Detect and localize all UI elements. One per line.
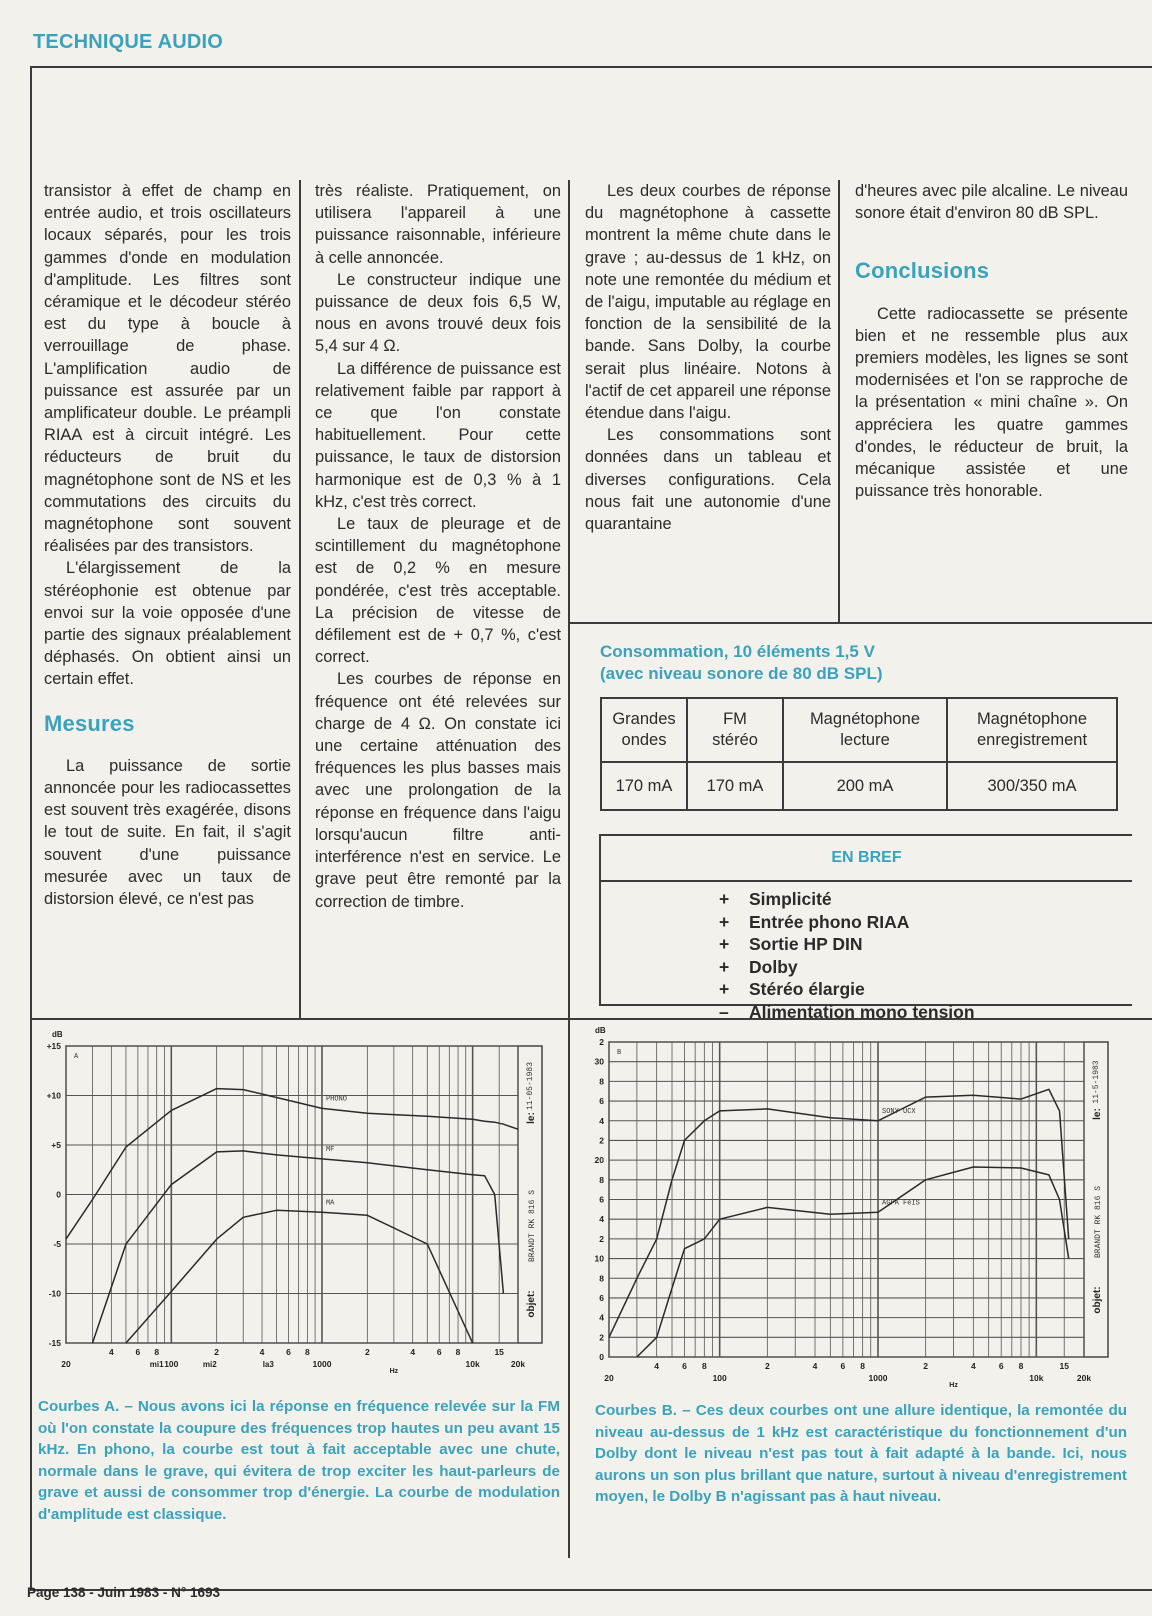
table-cell: 300/350 mA <box>947 762 1117 810</box>
svg-text:+5: +5 <box>51 1140 61 1150</box>
table-header-cell: Grandes ondes <box>601 698 687 762</box>
en-bref-box <box>599 834 1132 1022</box>
svg-text:AGFA FeIS: AGFA FeIS <box>882 1199 920 1208</box>
svg-text:8: 8 <box>455 1347 461 1357</box>
table-header-cell: Magnétophone enregistrement <box>947 698 1117 762</box>
svg-text:objet:: objet: <box>526 1290 537 1318</box>
svg-text:SONY UCX: SONY UCX <box>882 1107 916 1116</box>
table-cell: 200 mA <box>783 762 947 810</box>
svg-text:4: 4 <box>108 1347 114 1357</box>
svg-text:0: 0 <box>56 1189 61 1200</box>
svg-text:-15: -15 <box>48 1338 61 1348</box>
svg-text:2: 2 <box>599 1037 604 1047</box>
section-heading-conclusions: Conclusions <box>855 258 990 284</box>
svg-text:10k: 10k <box>465 1359 480 1369</box>
minus-icon: – <box>719 1001 729 1022</box>
list-item: – Alimentation mono tension <box>719 1001 975 1022</box>
table-title-line-2: (avec niveau sonore de 80 dB SPL) <box>600 664 883 683</box>
svg-text:100: 100 <box>164 1359 179 1369</box>
column-divider <box>838 180 840 622</box>
svg-text:la3: la3 <box>262 1360 274 1369</box>
chart-a-plot <box>36 1024 562 1424</box>
en-bref-list <box>719 888 1132 1023</box>
consumption-table <box>600 697 1118 811</box>
svg-text:4: 4 <box>970 1361 976 1371</box>
svg-text:8: 8 <box>599 1076 604 1087</box>
paragraph: Le constructeur indique une puissance de deux fois 6,5 W, nous en avons trouvé deux fois 5,4 sur 4 Ω. <box>315 270 561 356</box>
paragraph: Les deux courbes de réponse du magnétophone à cassette montrent la même chute dans le grave ; au-dessus de 1 kHz, on note une remontée du médium et de l'aigu, imputable au réglage en fonction de la sensibilité de la bande. Sans Dolby, la courbe serait plus linéaire. Notons à l'actif de cet appareil une réponse étendue dans l'aigu. <box>585 182 831 423</box>
list-item: + Simplicité <box>719 889 832 909</box>
paragraph: très réaliste. Pratiquement, on utilisera l'appareil à une puissance raisonnable, inférieure à celle annoncée. <box>315 182 561 267</box>
svg-text:le:: le: <box>526 1112 537 1124</box>
svg-text:8: 8 <box>599 1174 604 1185</box>
svg-text:+10: +10 <box>46 1090 61 1101</box>
svg-text:2: 2 <box>599 1135 604 1146</box>
svg-text:1000: 1000 <box>868 1373 888 1383</box>
paragraph: Cette radiocassette se présente bien et ne ressemble plus aux premiers modèles, les lignes se sont modernisées et l'on se rapproche de la présentation « mini chaîne ». On appréciera les quatre gammes d'ondes, le réducteur de bruit, la mécanique assistée et une puissance très honorable. <box>855 304 1128 501</box>
svg-text:4: 4 <box>599 1214 604 1225</box>
table-top-rule <box>568 622 1152 624</box>
svg-text:6: 6 <box>840 1361 846 1371</box>
table-cell: 170 mA <box>687 762 783 810</box>
article-column-1 <box>44 180 291 910</box>
svg-text:2: 2 <box>214 1347 220 1357</box>
svg-text:8: 8 <box>860 1361 866 1371</box>
table-row <box>601 762 1117 810</box>
svg-text:4: 4 <box>410 1347 416 1357</box>
svg-text:2: 2 <box>764 1361 770 1371</box>
svg-text:6: 6 <box>286 1347 291 1357</box>
column-divider <box>299 180 301 1018</box>
caption-a: Courbes A. – Nous avons ici la réponse en fréquence relevée sur la FM où l'on constate la coupure des fréquences trop hautes un peu avant 15 kHz. En phono, la courbe est tout à fait acceptable avec une chute, normale dans le grave, qui évitera de trop exciter les haut-parleurs de grave et aussi de consommer trop d'énergie. La courbe de modulation d'amplitude est classique. <box>38 1398 560 1523</box>
svg-text:MF: MF <box>325 1145 335 1154</box>
svg-text:30: 30 <box>594 1056 604 1067</box>
paragraph: L'élargissement de la stéréophonie est obtenue par envoi sur la voie opposée d'une partie des signaux préalablement déphasés. On obtient ainsi un certain effet. <box>44 559 291 689</box>
paragraph: transistor à effet de champ en entrée audio, et trois oscillateurs locaux séparés, pour les trois gammes d'onde en modulation d'amplitude. Les filtres sont céramique et le décodeur stéréo est du type à boucle à verrouillage de phase. L'amplification audio de puissance est assurée par un amplificateur double. Le préampli RIAA est à circuit intégré. Les réducteurs de bruit du magnétophone sont de NS et les commutations des circuits du magnétophone sont souvent réalisées par des transistors. <box>44 182 291 556</box>
svg-text:8: 8 <box>305 1347 310 1357</box>
list-item: + Stéréo élargie <box>719 979 865 999</box>
svg-text:mi1: mi1 <box>149 1360 164 1369</box>
paragraph: d'heures avec pile alcaline. Le niveau sonore était d'environ 80 dB SPL. <box>855 182 1128 223</box>
svg-text:BRANDT RK 816 S: BRANDT RK 816 S <box>528 1189 537 1263</box>
plus-icon: + <box>719 911 730 932</box>
svg-text:A: A <box>74 1053 79 1061</box>
svg-text:MA: MA <box>325 1199 335 1208</box>
list-item: + Dolby <box>719 956 798 977</box>
svg-text:BRANDT RK 816 S: BRANDT RK 816 S <box>1094 1185 1103 1259</box>
consumption-table-title <box>600 641 882 685</box>
svg-text:20k: 20k <box>1076 1373 1092 1383</box>
svg-text:20: 20 <box>604 1373 614 1383</box>
svg-text:4: 4 <box>599 1312 604 1323</box>
svg-text:le:: le: <box>1092 1108 1103 1120</box>
svg-text:B: B <box>617 1049 622 1057</box>
svg-text:-5: -5 <box>53 1239 61 1249</box>
paragraph: Les consommations sont données dans un tableau et diverses configurations. Cela nous fait une autonomie d'une quarantaine <box>585 426 831 534</box>
svg-text:+15: +15 <box>46 1041 61 1051</box>
svg-text:dB: dB <box>52 1030 63 1039</box>
paragraph: La puissance de sortie annoncée pour les radiocassettes est souvent très exagérée, disons le tout de suite. En fait, il s'agit souvent d'une puissance mesurée avec un taux de distorsion élevé, ce n'est pas <box>44 756 291 909</box>
svg-text:6: 6 <box>599 1194 604 1205</box>
svg-text:4: 4 <box>259 1347 265 1357</box>
chart-b <box>576 1024 1121 1424</box>
svg-text:Hz: Hz <box>389 1368 399 1375</box>
section-heading-mesures: Mesures <box>44 710 135 736</box>
article-column-2 <box>315 180 561 913</box>
en-bref-title: EN BREF <box>601 836 1132 882</box>
svg-text:objet:: objet: <box>1092 1286 1103 1314</box>
svg-text:mi2: mi2 <box>202 1360 217 1369</box>
svg-text:PHONO: PHONO <box>325 1095 347 1104</box>
svg-text:20: 20 <box>61 1359 71 1369</box>
svg-text:8: 8 <box>154 1347 160 1357</box>
svg-text:15: 15 <box>494 1347 504 1357</box>
chart-a <box>36 1024 562 1424</box>
plus-icon: + <box>719 956 730 977</box>
article-column-4 <box>855 180 1128 502</box>
svg-text:2: 2 <box>599 1233 604 1244</box>
svg-text:11-5-1983: 11-5-1983 <box>1092 1060 1101 1104</box>
svg-text:-10: -10 <box>48 1288 61 1299</box>
table-header-cell: Magnétophone lecture <box>783 698 947 762</box>
svg-text:4: 4 <box>654 1361 660 1371</box>
svg-text:100: 100 <box>712 1373 727 1383</box>
svg-text:10k: 10k <box>1029 1373 1044 1383</box>
svg-text:6: 6 <box>682 1361 687 1371</box>
chart-b-plot <box>576 1024 1121 1424</box>
svg-text:6: 6 <box>135 1347 141 1357</box>
svg-text:6: 6 <box>436 1347 442 1357</box>
svg-text:8: 8 <box>1018 1361 1024 1371</box>
svg-text:dB: dB <box>595 1026 606 1035</box>
paragraph: Le taux de pleurage et de scintillement du magnétophone est de 0,2 % en mesure pondérée, c'est très acceptable. La précision de vitesse de défilement est de + 0,7 %, c'est correct. <box>315 515 561 667</box>
svg-text:4: 4 <box>812 1361 818 1371</box>
svg-text:4: 4 <box>599 1115 604 1126</box>
svg-text:10: 10 <box>594 1253 604 1264</box>
svg-text:6: 6 <box>599 1292 604 1303</box>
table-title-line-1: Consommation, 10 éléments 1,5 V <box>600 642 875 661</box>
plus-icon: + <box>719 934 730 954</box>
svg-text:20k: 20k <box>510 1359 526 1369</box>
article-column-3 <box>585 180 831 535</box>
caption-b: Courbes B. – Ces deux courbes ont une allure identique, la remontée du niveau au-dessus de 1 kHz est caractéristique du fonctionnement d'un Dolby dont le niveau n'est pas tout à fait adapté à la bande. Ici, nous aurons un son plus brillant que nature, surtout à niveau d'enregistrement moyen, le Dolby B n'agissant pas à haut niveau. <box>595 1402 1127 1505</box>
svg-text:2: 2 <box>923 1361 929 1371</box>
svg-text:11-05-1983: 11-05-1983 <box>526 1061 535 1111</box>
page-footer: Page 138 - Juin 1983 - N° 1693 <box>27 1585 221 1600</box>
svg-text:6: 6 <box>599 1096 604 1107</box>
column-divider <box>568 180 570 1018</box>
plus-icon: + <box>719 889 730 909</box>
svg-text:Hz: Hz <box>949 1382 958 1389</box>
plus-icon: + <box>719 979 730 999</box>
paragraph: La différence de puissance est relativement faible par rapport à ce que l'on constate habituellement. Pour cette puissance, le taux de distorsion harmonique est de 0,3 % à 1 kHz, c'est très correct. <box>315 359 561 511</box>
paragraph: Les courbes de réponse en fréquence ont été relevées sur charge de 4 Ω. On constate ici une certaine atténuation des fréquences les plus basses mais avec une prolongation de la réponse en fréquence dans l'aigu lorsqu'aucun filtre anti-interférence n'est en service. Le grave peut être remonté par la correction de timbre. <box>315 670 561 911</box>
list-item: + Sortie HP DIN <box>719 934 863 954</box>
svg-text:8: 8 <box>599 1273 604 1284</box>
section-label: TECHNIQUE AUDIO <box>33 31 224 53</box>
chart-divider <box>568 1018 570 1558</box>
svg-text:1000: 1000 <box>312 1359 332 1369</box>
svg-text:0: 0 <box>599 1352 604 1362</box>
table-header-row <box>601 698 1117 762</box>
svg-text:15: 15 <box>1059 1361 1069 1371</box>
svg-text:2: 2 <box>599 1332 604 1343</box>
list-item: + Entrée phono RIAA <box>719 911 910 932</box>
svg-text:2: 2 <box>364 1347 370 1357</box>
svg-text:20: 20 <box>594 1155 604 1166</box>
svg-text:8: 8 <box>701 1361 707 1371</box>
table-header-cell: FM stéréo <box>687 698 783 762</box>
table-cell: 170 mA <box>601 762 687 810</box>
svg-text:6: 6 <box>998 1361 1004 1371</box>
